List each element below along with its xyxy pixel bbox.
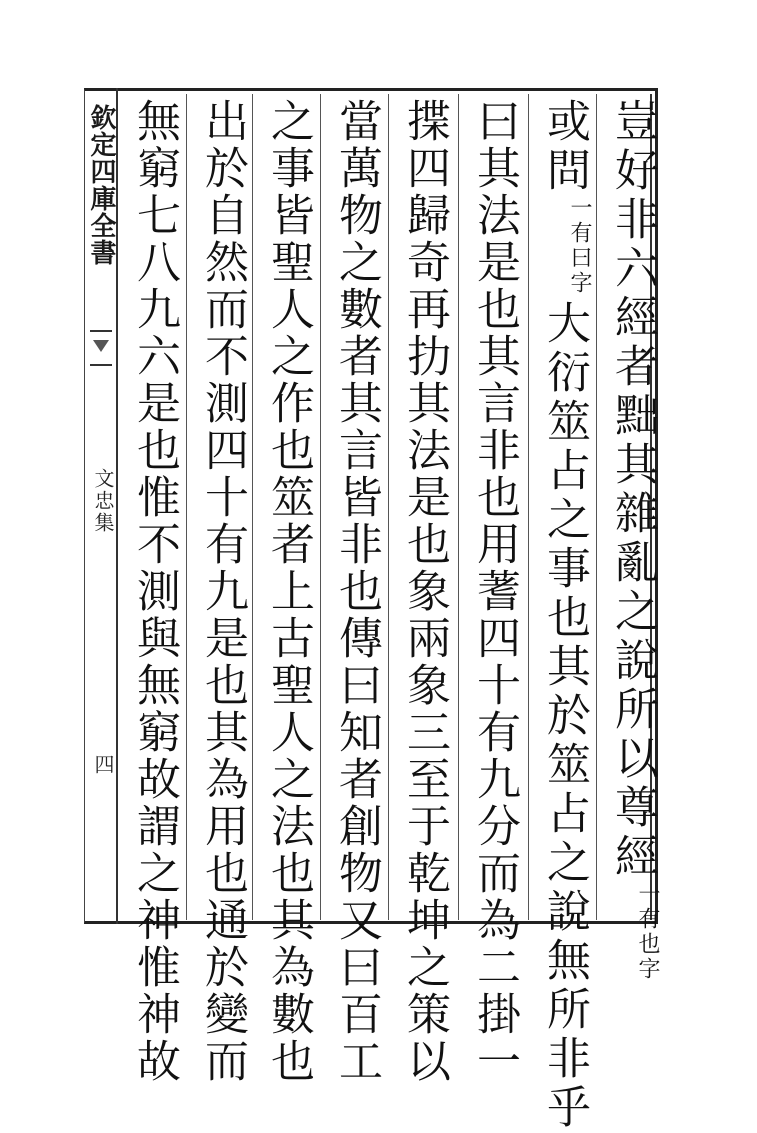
column-rule: [388, 94, 389, 920]
interlinear-note: 一有也字: [635, 882, 660, 982]
column-rule: [458, 94, 459, 920]
column-main-text: 當萬物之數者其言皆非也傳曰知者創物又曰百工: [331, 98, 382, 1085]
column-main-text: 或問: [539, 98, 590, 196]
text-column-4: [396, 98, 452, 1085]
section-title: 文忠集: [91, 468, 115, 534]
column-main-text: 大衍筮占之事也其於筮占之說無所非乎: [539, 300, 590, 1133]
text-column-8: [126, 98, 182, 1085]
interlinear-note: 一有曰字: [567, 196, 592, 296]
text-column-7: [194, 98, 250, 1085]
column-main-text: 揲四歸奇再扐其法是也象兩象三至于乾坤之策以: [399, 98, 450, 1085]
column-main-text: 豈好非六經者黜其雜亂之說所以尊經: [607, 98, 658, 882]
column-rule: [596, 94, 597, 920]
fishtail-mark-icon: [90, 330, 112, 366]
page-number: 四: [91, 754, 115, 774]
column-main-text: 曰其法是也其言非也用蓍四十有九分而為二掛一: [469, 98, 520, 1085]
column-rule: [528, 94, 529, 920]
book-title: 欽定四庫全書: [86, 104, 116, 266]
column-main-text: 無窮七八九六是也惟不測與無窮故謂之神惟神故: [129, 98, 180, 1085]
text-column-6: [260, 98, 316, 1085]
column-rule: [320, 94, 321, 920]
column-rule: [186, 94, 187, 920]
column-main-text: 之事皆聖人之作也筮者上古聖人之法也其為數也: [263, 98, 314, 1085]
column-main-text: 出於自然而不測四十有九是也其為用也通於變而: [197, 98, 248, 1085]
text-column-5: [328, 98, 384, 1085]
text-column-1: [604, 98, 660, 982]
text-column-3: [466, 98, 522, 1085]
text-column-2: [536, 98, 592, 1133]
column-rule: [252, 94, 253, 920]
